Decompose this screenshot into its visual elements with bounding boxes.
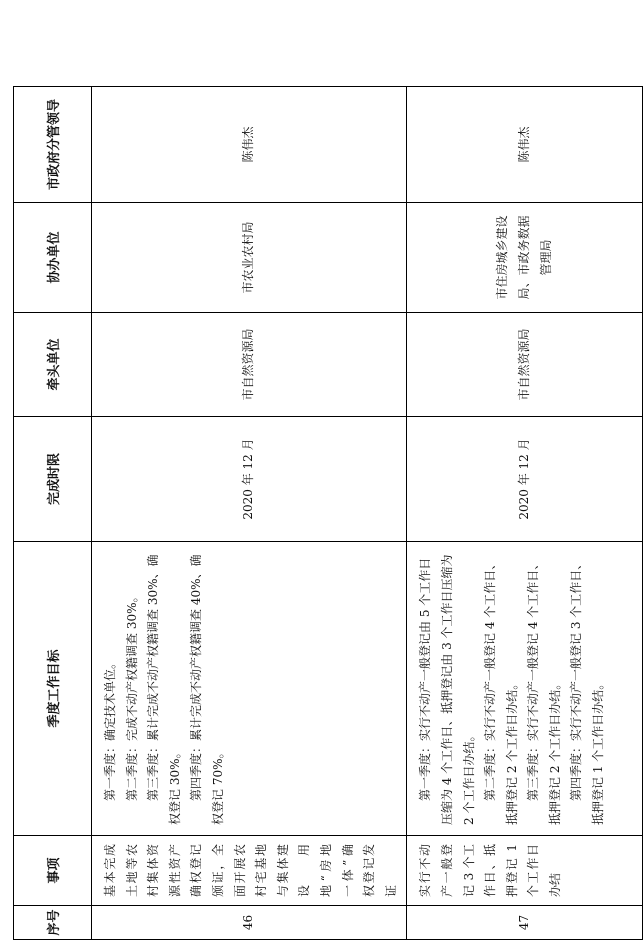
goal-q1: 第一季度：实行不动产一般登记由 5 个工作日压缩为 4 个工作日、抵押登记由 3 个工作日压缩为 2 个工作日办结。	[418, 554, 476, 825]
row-matter: 实行不动产一般登记 3 个工作日、抵押登记 1 个工作日办结	[407, 836, 643, 906]
goal-q1: 第一季度：确定技术单位。	[103, 656, 117, 801]
goal-q4: 第四季度：累计完成不动产权籍调查 40%、确权登记 70%。	[189, 554, 225, 825]
goal-q3: 第三季度：实行不动产一般登记 4 个工作日、抵押登记 2 个工作日办结。	[526, 557, 562, 825]
task-table	[13, 11, 643, 940]
row-seq: 47	[407, 906, 643, 940]
header-deadline: 完成时限	[14, 417, 92, 542]
table-header-row	[14, 12, 92, 940]
row-deadline: 2020 年 12 月	[92, 417, 407, 542]
row-assist-unit: 市住房城乡建设局、市政务数据管理局	[407, 203, 643, 313]
goal-q2: 第二季度：实行不动产一般登记 4 个工作日、抵押登记 2 个工作日办结。	[483, 557, 519, 825]
table-row	[92, 12, 407, 940]
row-lead-unit: 市自然资源局	[407, 313, 643, 417]
row-goals	[92, 542, 407, 836]
header-lead-unit: 牵头单位	[14, 313, 92, 417]
goal-q3: 第三季度：累计完成不动产权籍调查 30%、确权登记 30%。	[146, 554, 182, 825]
row-matter: 基本完成土地等农村集体资源性资产确权登记颁证，全面开展农村宅基地与集体建设用地“房地一体”确权登记发证	[92, 836, 407, 906]
header-quarterly-goals: 季度工作目标	[14, 542, 92, 836]
row-leader: 陈伟杰	[407, 87, 643, 203]
header-leader: 市政府分管领导	[14, 87, 92, 203]
row-leader: 陈伟杰	[92, 87, 407, 203]
row-goals	[407, 542, 643, 836]
header-seq: 序号	[14, 906, 92, 940]
goal-q4: 第四季度：实行不动产一般登记 3 个工作日、抵押登记 1 个工作日办结。	[569, 557, 606, 825]
table-row	[407, 12, 643, 940]
row-lead-unit: 市自然资源局	[92, 313, 407, 417]
header-matter: 事项	[14, 836, 92, 906]
row-assist-unit: 市农业农村局	[92, 203, 407, 313]
goal-q2: 第二季度：完成不动产权籍调查 30%。	[124, 590, 139, 801]
row-seq: 46	[92, 906, 407, 940]
row-deadline: 2020 年 12 月	[407, 417, 643, 542]
header-assist-unit: 协办单位	[14, 203, 92, 313]
